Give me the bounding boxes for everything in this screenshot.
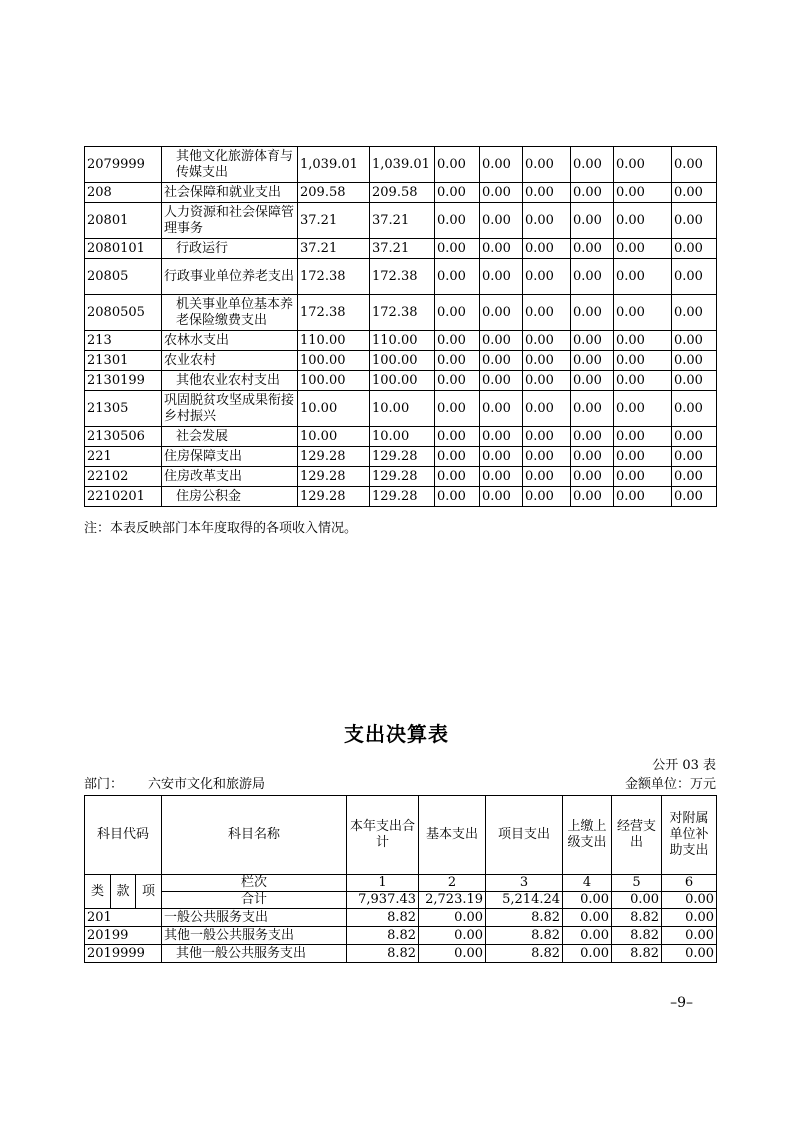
row-value: 8.82 [347, 945, 419, 963]
row-name: 行政运行 [162, 239, 298, 259]
row-value: 172.38 [298, 259, 370, 295]
row-value: 0.00 [672, 391, 717, 427]
row-value: 8.82 [612, 909, 662, 927]
row-code: 21305 [85, 391, 162, 427]
row-value: 209.58 [298, 183, 370, 203]
row-code: 213 [85, 331, 162, 351]
row-code: 2130199 [85, 371, 162, 391]
row-name: 住房保障支出 [162, 447, 298, 467]
table-row [85, 927, 717, 945]
row-code: 2079999 [85, 147, 162, 183]
col-header-project: 项目支出 [486, 796, 563, 875]
row-value: 0.00 [614, 467, 672, 487]
row-code: 20801 [85, 203, 162, 239]
table-row [85, 331, 717, 351]
row-value: 209.58 [370, 183, 435, 203]
col-num: 1 [347, 875, 419, 892]
row-code: 2130506 [85, 427, 162, 447]
row-value: 0.00 [614, 295, 672, 331]
row-value: 0.00 [662, 945, 717, 963]
col-header-basic: 基本支出 [419, 796, 486, 875]
row-name: 其他农业农村支出 [162, 371, 298, 391]
row-name: 农业农村 [162, 351, 298, 371]
col-num: 5 [612, 875, 662, 892]
row-value: 0.00 [672, 203, 717, 239]
table-row [85, 147, 717, 183]
row-value: 0.00 [523, 351, 571, 371]
col-header-total: 本年支出合计 [347, 796, 419, 875]
row-value: 0.00 [662, 927, 717, 945]
row-value: 0.00 [672, 447, 717, 467]
header-row [85, 796, 717, 875]
row-value: 37.21 [298, 239, 370, 259]
row-value: 0.00 [523, 259, 571, 295]
row-name: 巩固脱贫攻坚成果衔接乡村振兴 [162, 391, 298, 427]
row-name: 社会发展 [162, 427, 298, 447]
row-value: 0.00 [571, 259, 614, 295]
row-value: 0.00 [571, 183, 614, 203]
row-value: 129.28 [370, 447, 435, 467]
col-header-remit: 上缴上级支出 [563, 796, 612, 875]
row-value: 0.00 [614, 331, 672, 351]
row-value: 10.00 [298, 427, 370, 447]
col-header-subsidy: 对附属单位补助支出 [662, 796, 717, 875]
total-label: 合计 [162, 892, 347, 909]
row-name: 其他一般公共服务支出 [162, 945, 347, 963]
header-kuan: 款 [111, 875, 136, 909]
row-value: 0.00 [614, 147, 672, 183]
row-value: 0.00 [571, 331, 614, 351]
row-value: 0.00 [435, 391, 480, 427]
table-note: 注：本表反映部门本年度取得的各项收入情况。 [84, 521, 358, 536]
row-value: 0.00 [523, 331, 571, 351]
row-value: 172.38 [370, 295, 435, 331]
row-value: 0.00 [435, 295, 480, 331]
row-name: 住房公积金 [162, 487, 298, 507]
row-value: 0.00 [672, 351, 717, 371]
dept-label: 部门： [84, 777, 124, 792]
lanci-label: 栏次 [162, 875, 347, 892]
row-value: 8.82 [486, 945, 563, 963]
table-row [85, 259, 717, 295]
table-row [85, 909, 717, 927]
row-value: 0.00 [672, 147, 717, 183]
row-value: 8.82 [612, 945, 662, 963]
row-value: 0.00 [672, 331, 717, 351]
row-value: 0.00 [435, 203, 480, 239]
row-value: 0.00 [480, 331, 523, 351]
row-value: 0.00 [571, 203, 614, 239]
row-code: 2210201 [85, 487, 162, 507]
total-row [85, 892, 717, 909]
row-value: 10.00 [370, 391, 435, 427]
row-value: 172.38 [370, 259, 435, 295]
row-value: 0.00 [672, 183, 717, 203]
row-value: 0.00 [435, 447, 480, 467]
row-value: 0.00 [523, 467, 571, 487]
dept-name: 六安市文化和旅游局 [148, 777, 266, 792]
row-code: 201 [85, 909, 162, 927]
row-value: 8.82 [612, 927, 662, 945]
row-value: 0.00 [571, 239, 614, 259]
row-name: 人力资源和社会保障管理事务 [162, 203, 298, 239]
row-value: 100.00 [370, 371, 435, 391]
row-value: 0.00 [571, 427, 614, 447]
expense-table [84, 795, 717, 963]
row-value: 0.00 [672, 487, 717, 507]
row-value: 100.00 [298, 351, 370, 371]
row-name: 其他一般公共服务支出 [162, 927, 347, 945]
table-row [85, 487, 717, 507]
row-code: 20805 [85, 259, 162, 295]
table-row [85, 183, 717, 203]
col-header-code: 科目代码 [85, 796, 162, 875]
row-value: 0.00 [571, 487, 614, 507]
row-value: 0.00 [480, 427, 523, 447]
row-value: 129.28 [298, 447, 370, 467]
row-value: 1,039.01 [298, 147, 370, 183]
row-name: 其他文化旅游体育与传媒支出 [162, 147, 298, 183]
table-row [85, 239, 717, 259]
row-value: 129.28 [370, 487, 435, 507]
row-value: 0.00 [614, 351, 672, 371]
row-value: 0.00 [614, 259, 672, 295]
row-name: 机关事业单位基本养老保险缴费支出 [162, 295, 298, 331]
row-value: 8.82 [486, 927, 563, 945]
row-value: 0.00 [523, 487, 571, 507]
table-row [85, 447, 717, 467]
row-value: 0.00 [435, 239, 480, 259]
row-value: 0.00 [435, 259, 480, 295]
col-num: 2 [419, 875, 486, 892]
row-value: 0.00 [523, 203, 571, 239]
row-value: 0.00 [435, 467, 480, 487]
row-code: 208 [85, 183, 162, 203]
row-value: 0.00 [614, 447, 672, 467]
row-value: 0.00 [571, 391, 614, 427]
row-value: 0.00 [571, 447, 614, 467]
row-code: 22102 [85, 467, 162, 487]
row-value: 0.00 [480, 295, 523, 331]
row-value: 0.00 [672, 259, 717, 295]
page-title: 支出决算表 [344, 722, 449, 746]
col-num: 6 [662, 875, 717, 892]
row-code: 2080505 [85, 295, 162, 331]
row-value: 0.00 [563, 909, 612, 927]
row-value: 0.00 [480, 391, 523, 427]
total-value: 0.00 [662, 892, 717, 909]
row-value: 37.21 [298, 203, 370, 239]
row-value: 0.00 [480, 467, 523, 487]
row-value: 110.00 [298, 331, 370, 351]
row-value: 10.00 [370, 427, 435, 447]
table-row [85, 945, 717, 963]
row-value: 0.00 [571, 351, 614, 371]
amount-unit: 金额单位：万元 [624, 777, 716, 792]
row-value: 0.00 [571, 371, 614, 391]
row-value: 0.00 [435, 427, 480, 447]
row-name: 住房改革支出 [162, 467, 298, 487]
row-code: 21301 [85, 351, 162, 371]
row-value: 0.00 [523, 239, 571, 259]
row-value: 172.38 [298, 295, 370, 331]
row-code: 2019999 [85, 945, 162, 963]
total-value: 5,214.24 [486, 892, 563, 909]
row-value: 0.00 [614, 487, 672, 507]
col-header-name: 科目名称 [162, 796, 347, 875]
row-value: 0.00 [523, 447, 571, 467]
row-value: 0.00 [614, 371, 672, 391]
row-value: 8.82 [347, 909, 419, 927]
row-name: 行政事业单位养老支出 [162, 259, 298, 295]
row-value: 0.00 [672, 467, 717, 487]
row-value: 0.00 [480, 203, 523, 239]
table-row [85, 295, 717, 331]
col-header-operating: 经营支出 [612, 796, 662, 875]
total-value: 2,723.19 [419, 892, 486, 909]
row-code: 221 [85, 447, 162, 467]
row-value: 0.00 [672, 239, 717, 259]
total-value: 0.00 [563, 892, 612, 909]
row-value: 0.00 [571, 147, 614, 183]
table-row [85, 391, 717, 427]
row-value: 100.00 [298, 371, 370, 391]
header-xiang: 项 [136, 875, 162, 909]
row-value: 0.00 [435, 371, 480, 391]
row-value: 129.28 [298, 487, 370, 507]
row-value: 8.82 [347, 927, 419, 945]
row-value: 0.00 [563, 927, 612, 945]
row-value: 0.00 [480, 147, 523, 183]
total-value: 0.00 [612, 892, 662, 909]
row-value: 100.00 [370, 351, 435, 371]
table-row [85, 371, 717, 391]
row-value: 0.00 [672, 371, 717, 391]
row-value: 10.00 [298, 391, 370, 427]
row-value: 0.00 [419, 927, 486, 945]
row-value: 0.00 [672, 427, 717, 447]
row-value: 129.28 [298, 467, 370, 487]
row-value: 0.00 [480, 183, 523, 203]
row-value: 0.00 [563, 945, 612, 963]
row-value: 0.00 [435, 351, 480, 371]
row-value: 110.00 [370, 331, 435, 351]
row-value: 0.00 [571, 467, 614, 487]
row-code: 2080101 [85, 239, 162, 259]
row-value: 0.00 [419, 945, 486, 963]
row-value: 0.00 [662, 909, 717, 927]
row-value: 0.00 [480, 487, 523, 507]
row-value: 1,039.01 [370, 147, 435, 183]
row-name: 一般公共服务支出 [162, 909, 347, 927]
header-lei: 类 [85, 875, 111, 909]
table-row [85, 351, 717, 371]
row-value: 0.00 [480, 239, 523, 259]
total-value: 7,937.43 [347, 892, 419, 909]
row-value: 0.00 [480, 371, 523, 391]
row-value: 0.00 [523, 295, 571, 331]
row-value: 0.00 [614, 239, 672, 259]
row-value: 0.00 [523, 427, 571, 447]
row-value: 0.00 [435, 147, 480, 183]
row-name: 社会保障和就业支出 [162, 183, 298, 203]
row-value: 37.21 [370, 239, 435, 259]
row-value: 129.28 [370, 467, 435, 487]
row-value: 0.00 [480, 447, 523, 467]
row-value: 37.21 [370, 203, 435, 239]
row-value: 0.00 [614, 183, 672, 203]
col-num: 4 [563, 875, 612, 892]
form-number: 公开 03 表 [652, 758, 716, 773]
table-row [85, 203, 717, 239]
row-value: 0.00 [672, 295, 717, 331]
table-row [85, 467, 717, 487]
page-number: –9– [670, 995, 693, 1011]
row-value: 8.82 [486, 909, 563, 927]
row-code: 20199 [85, 927, 162, 945]
lanci-row [85, 875, 717, 892]
row-name: 农林水支出 [162, 331, 298, 351]
income-detail-table [84, 146, 717, 507]
row-value: 0.00 [571, 295, 614, 331]
row-value: 0.00 [480, 351, 523, 371]
row-value: 0.00 [523, 371, 571, 391]
row-value: 0.00 [435, 487, 480, 507]
row-value: 0.00 [419, 909, 486, 927]
col-num: 3 [486, 875, 563, 892]
row-value: 0.00 [435, 183, 480, 203]
row-value: 0.00 [614, 203, 672, 239]
row-value: 0.00 [523, 147, 571, 183]
row-value: 0.00 [480, 259, 523, 295]
row-value: 0.00 [523, 183, 571, 203]
row-value: 0.00 [614, 427, 672, 447]
row-value: 0.00 [435, 331, 480, 351]
row-value: 0.00 [523, 391, 571, 427]
row-value: 0.00 [614, 391, 672, 427]
table-row [85, 427, 717, 447]
